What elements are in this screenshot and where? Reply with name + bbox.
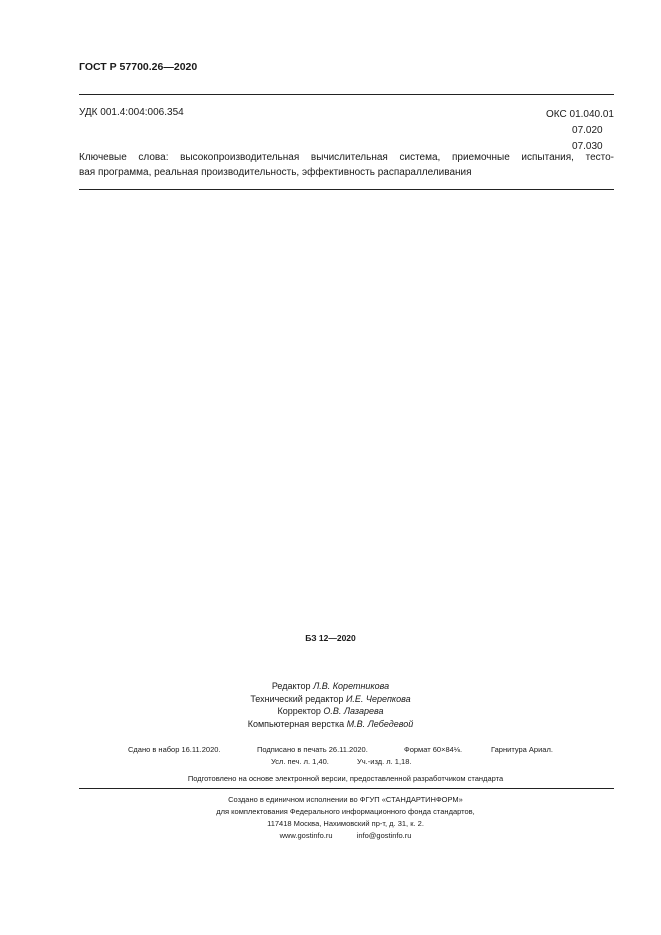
footer-line: для комплектования Федерального информационного фонда стандартов,	[216, 807, 475, 816]
oks-code: 07.020	[572, 125, 603, 136]
standard-number: ГОСТ Р 57700.26—2020	[79, 61, 198, 73]
email-link[interactable]: info@gostinfo.ru	[356, 831, 412, 840]
print-typeface: Гарнитура Ариал.	[491, 745, 553, 754]
udc-code: УДК 001.4:004:006.354	[79, 107, 184, 118]
publisher-sheets: Уч.-изд. л. 1,18.	[357, 757, 412, 766]
staff-layout	[0, 718, 661, 731]
staff-role: Компьютерная верстка	[247, 718, 345, 729]
staff-name: Л.В. Коретникова	[313, 681, 390, 691]
bz-code: БЗ 12—2020	[305, 633, 356, 643]
staff-list	[0, 680, 661, 730]
staff-name: О.В. Лазарева	[323, 706, 384, 716]
staff-role: Редактор	[271, 681, 311, 691]
oks-code: 07.030	[572, 141, 603, 152]
publisher-footer	[0, 794, 661, 842]
top-divider	[79, 94, 614, 95]
oks-codes	[546, 107, 614, 155]
staff-tech-editor	[0, 693, 661, 706]
staff-editor	[0, 680, 661, 693]
website-link[interactable]: www.gostinfo.ru	[279, 831, 333, 840]
print-submitted: Сдано в набор 16.11.2020.	[128, 745, 221, 754]
keywords-line: вая программа, реальная производительность, эффективность распараллеливания	[79, 166, 472, 178]
print-signed: Подписано в печать 26.11.2020.	[257, 745, 368, 754]
staff-corrector	[0, 705, 661, 718]
keywords-paragraph	[79, 151, 614, 180]
staff-role: Корректор	[277, 706, 321, 716]
staff-name: И.Е. Черепкова	[345, 693, 411, 704]
footer-contacts	[0, 830, 661, 842]
print-format: Формат 60×84⅛.	[404, 745, 463, 754]
print-sheets: Усл. печ. л. 1,40.	[271, 757, 329, 766]
oks-prefix: ОКС 01.040.01	[546, 109, 614, 120]
keywords-line: Ключевые слова: высокопроизводительная вычислительная система, приемочные испытания, тесто-	[79, 152, 614, 163]
bottom-divider	[79, 788, 614, 789]
middle-divider	[79, 189, 614, 190]
footer-address: 117418 Москва, Нахимовский пр-т, д. 31, к. 2.	[267, 819, 424, 828]
staff-role: Технический редактор	[250, 693, 344, 704]
staff-name: М.В. Лебедевой	[346, 718, 414, 729]
prepared-note: Подготовлено на основе электронной версии, предоставленной разработчиком стандарта	[187, 774, 504, 783]
footer-line: Создано в единичном исполнении во ФГУП «СТАНДАРТИНФОРМ»	[228, 795, 463, 804]
